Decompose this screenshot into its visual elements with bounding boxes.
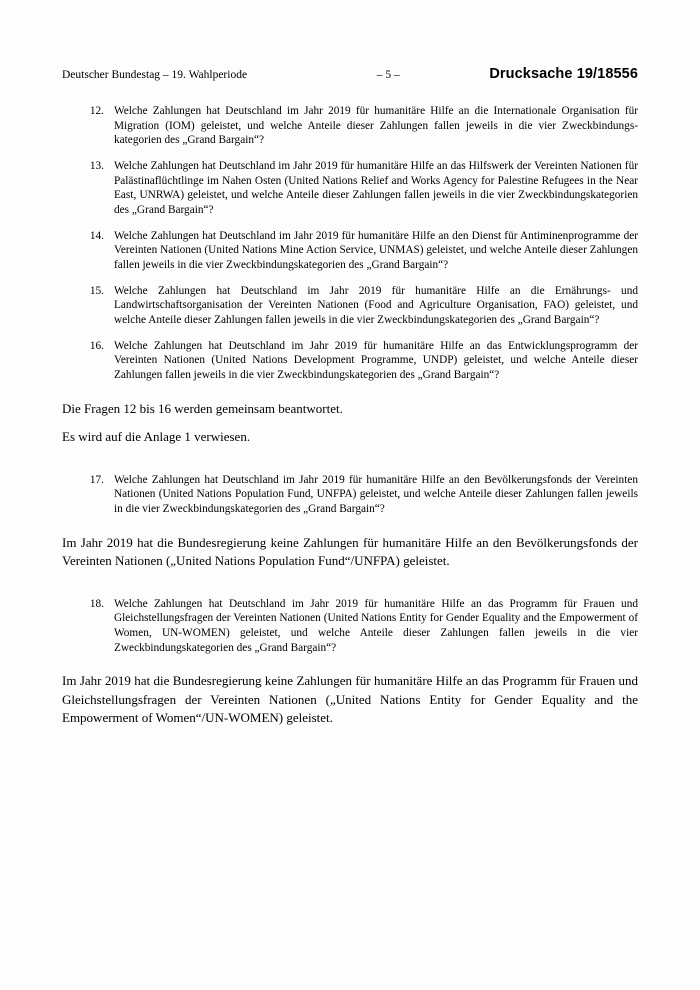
list-item <box>62 159 638 218</box>
page-number: – 5 – <box>376 69 400 81</box>
question-list-18 <box>62 597 638 656</box>
answer-17-text: Im Jahr 2019 hat die Bundesregierung keine Zahlungen für humanitäre Hilfe an den Bevölkerungsfonds der Vereinten Nationen („United Nations Population Fund“/UNFPA) geleistet. <box>62 534 638 569</box>
question-text: Welche Zahlungen hat Deutschland im Jahr 2019 für humanitäre Hilfe an die Ernährungs- und Landwirtschaftsorganisation der Vereinten Nationen (Food and Agriculture Organisation, FAO) geleistet, und welche Anteile dieser Zahlungen fallen jeweils in die vier Zweckbindungskategorien des „Grand Bargain“? <box>114 284 638 327</box>
drucksache-label: Drucksache <box>489 66 573 82</box>
question-number: 13. <box>89 160 104 173</box>
question-text: Welche Zahlungen hat Deutschland im Jahr 2019 für humanitäre Hilfe an den Bevölkerungsfonds der Vereinten Nationen (United Nations Population Fund, UNFPA) geleistet, und welche Anteile dieser Zahlungen fallen jeweils in die vier Zweckbindungskategorien des „Grand Bargain“? <box>114 473 638 515</box>
list-item <box>62 104 638 148</box>
drucksache-number: 19/18556 <box>576 66 638 82</box>
question-text: Welche Zahlungen hat Deutschland im Jahr 2019 für humanitäre Hilfe an das Hilfswerk der Vereinten Nationen für Palästinaflüchtlinge im Nahen Osten (United Nations Relief and Works Agency for Palestine Refugees in the Near East, UNRWA) geleistet, und welche Anteile dieser Zahlungen fallen jeweils in die vier Zweckbindungskategorien des „Grand Bargain“? <box>114 160 638 217</box>
list-item <box>62 597 638 656</box>
question-text: Welche Zahlungen hat Deutschland im Jahr 2019 für humanitäre Hilfe an das Programm für Frauen und Gleichstellungsfragen der Vereinten Nationen (United Nations Entity for Gender Equality and the Empowerment of Women, UN-WOMEN) geleistet, und welche Anteile dieser Zahlungen fallen jeweils in die vier Zweckbindungskategorien des „Grand Bargain“? <box>114 597 638 654</box>
list-item <box>62 339 638 383</box>
question-text: Welche Zahlungen hat Deutschland im Jahr 2019 für humanitäre Hilfe an das Entwicklungsprogramm der Vereinten Nationen (United Nations Development Programme, UNDP) geleistet, und welche Anteile dieser Zahlungen fallen jeweils in die vier Zweckbindungskategorien des „Grand Bargain“? <box>114 339 638 382</box>
question-list-12-16 <box>62 104 638 383</box>
question-list-17 <box>62 473 638 517</box>
question-number: 15. <box>89 284 104 297</box>
page-header <box>62 66 638 82</box>
divider-space <box>62 457 638 473</box>
list-item <box>62 229 638 273</box>
header-parliament-label: Deutscher Bundestag – 19. Wahlperiode <box>62 69 248 81</box>
question-number: 14. <box>89 229 104 242</box>
list-item <box>62 284 638 328</box>
question-number: 16. <box>89 339 104 352</box>
question-text: Welche Zahlungen hat Deutschland im Jahr 2019 für humanitäre Hilfe an die Internationale Organisation für Migration (IOM) geleistet, und welche Anteile dieser Zahlungen fallen jeweils in die vier Zweckbindungskategorien des „Grand Bargain“? <box>114 105 638 147</box>
question-number: 12. <box>89 105 104 117</box>
divider-space <box>62 581 638 597</box>
question-number: 18. <box>89 597 104 610</box>
answer-12-16-line2: Es wird auf die Anlage 1 verwiesen. <box>62 429 251 445</box>
answer-12-16-line1: Die Fragen 12 bis 16 werden gemeinsam beantwortet. <box>62 400 343 416</box>
question-text: Welche Zahlungen hat Deutschland im Jahr 2019 für humanitäre Hilfe an den Dienst für Antiminenprogramme der Vereinten Nationen (United Nations Mine Action Service, UNMAS) geleistet, und welche Anteile dieser Zahlungen fallen jeweils in die vier Zweckbindungskategorien des „Grand Bargain“? <box>114 229 638 272</box>
header-drucksache <box>489 66 638 82</box>
document-body <box>62 104 638 738</box>
question-number: 17. <box>89 473 104 486</box>
list-item <box>62 473 638 517</box>
answer-18-text: Im Jahr 2019 hat die Bundesregierung keine Zahlungen für humanitäre Hilfe an das Programm für Frauen und Gleichstellungsfragen der Vereinten Nationen („United Nations Entity for Gender Equality and the Empowerment of Women“/UN-WOMEN) geleistet. <box>62 673 638 726</box>
